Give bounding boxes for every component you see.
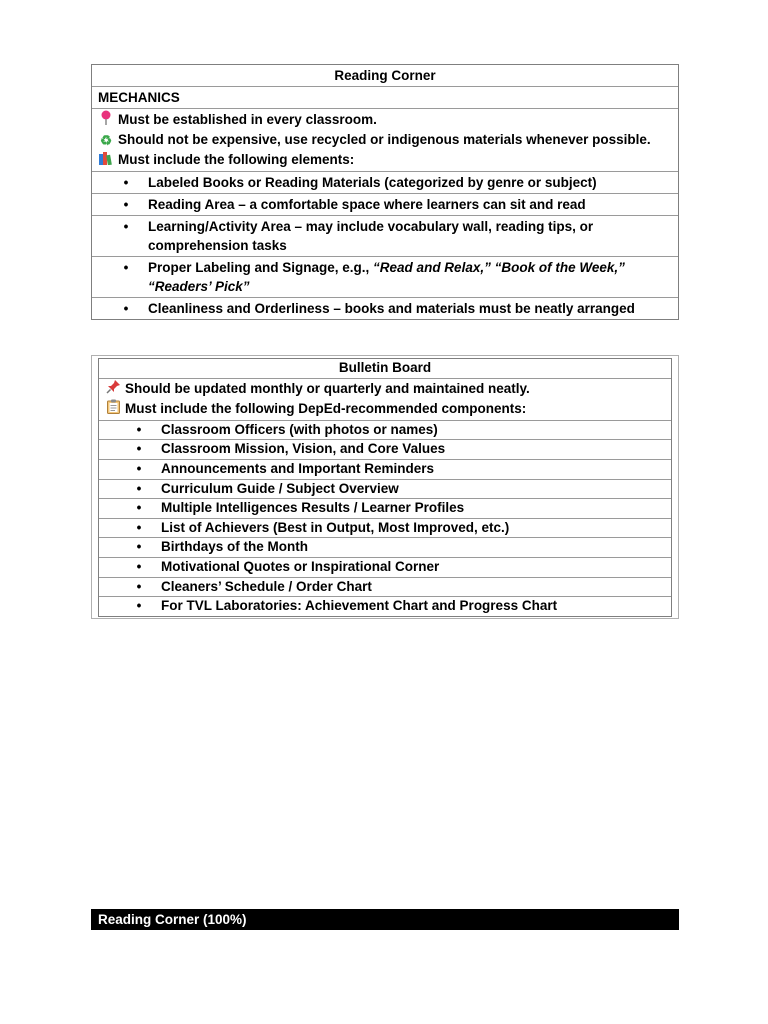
bulletin-board-table	[98, 358, 672, 617]
list-item: • Classroom Officers (with photos or names)	[99, 421, 671, 441]
bulletin-board-title: Bulletin Board	[99, 359, 671, 379]
rule-components: Must include the following DepEd-recommended components:	[105, 399, 665, 420]
reading-corner-table	[91, 64, 679, 320]
rule-updated: Should be updated monthly or quarterly and maintained neatly.	[105, 379, 665, 400]
bullet-icon: •	[136, 578, 142, 594]
bullet-icon: •	[136, 460, 142, 476]
bullet-icon: •	[136, 500, 142, 516]
list-item: • Learning/Activity Area – may include vocabulary wall, reading tips, or comprehension tasks	[92, 216, 678, 257]
mechanics-rules	[92, 109, 678, 171]
list-item: • For TVL Laboratories: Achievement Chart and Progress Chart	[99, 597, 671, 616]
bullet-icon: •	[123, 197, 129, 212]
bullet-icon: •	[123, 175, 129, 190]
list-item: • Classroom Mission, Vision, and Core Values	[99, 440, 671, 460]
bulletin-board-frame	[91, 355, 679, 619]
bullet-icon: •	[136, 539, 142, 555]
list-item: • Labeled Books or Reading Materials (categorized by genre or subject)	[92, 171, 678, 194]
rule-established: Must be established in every classroom.	[98, 110, 672, 130]
reading-corner-title: Reading Corner	[92, 65, 678, 87]
pushpin-round-icon	[98, 110, 114, 130]
rule-include-elements: Must include the following elements:	[98, 150, 672, 170]
list-item: • Motivational Quotes or Inspirational Corner	[99, 558, 671, 578]
bullet-icon: •	[136, 480, 142, 496]
section-header-bar: Reading Corner (100%)	[91, 909, 679, 930]
pushpin-icon	[105, 379, 121, 400]
bulletin-rules	[99, 379, 671, 421]
bullet-icon: •	[136, 558, 142, 574]
list-item: • Birthdays of the Month	[99, 538, 671, 558]
signage-examples: “Read and Relax,” “Book of the Week,” “Readers’ Pick”	[148, 260, 625, 294]
recycle-icon: ♻	[99, 133, 113, 148]
list-item: • Announcements and Important Reminders	[99, 460, 671, 480]
list-item: • Cleanliness and Orderliness – books and materials must be neatly arranged	[92, 298, 678, 319]
rule-inexpensive: ♻ Should not be expensive, use recycled or indigenous materials whenever possible.	[99, 132, 651, 148]
bullet-icon: •	[123, 219, 129, 234]
list-item: • Reading Area – a comfortable space where learners can sit and read	[92, 194, 678, 216]
mechanics-label: MECHANICS	[92, 87, 678, 109]
bullet-icon: •	[136, 441, 142, 457]
list-item: • Curriculum Guide / Subject Overview	[99, 480, 671, 500]
list-item: • Multiple Intelligences Results / Learner Profiles	[99, 499, 671, 519]
books-icon	[98, 151, 114, 170]
list-item: • List of Achievers (Best in Output, Most Improved, etc.)	[99, 519, 671, 539]
bullet-icon: •	[136, 598, 142, 614]
list-item: • Cleaners’ Schedule / Order Chart	[99, 578, 671, 598]
bullet-icon: •	[123, 301, 129, 316]
bullet-icon: •	[136, 421, 142, 437]
bullet-icon: •	[123, 260, 129, 275]
bullet-icon: •	[136, 519, 142, 535]
clipboard-icon	[105, 399, 121, 420]
list-item: • Proper Labeling and Signage, e.g., “Read and Relax,” “Book of the Week,” “Readers’ Pick”	[92, 257, 678, 298]
